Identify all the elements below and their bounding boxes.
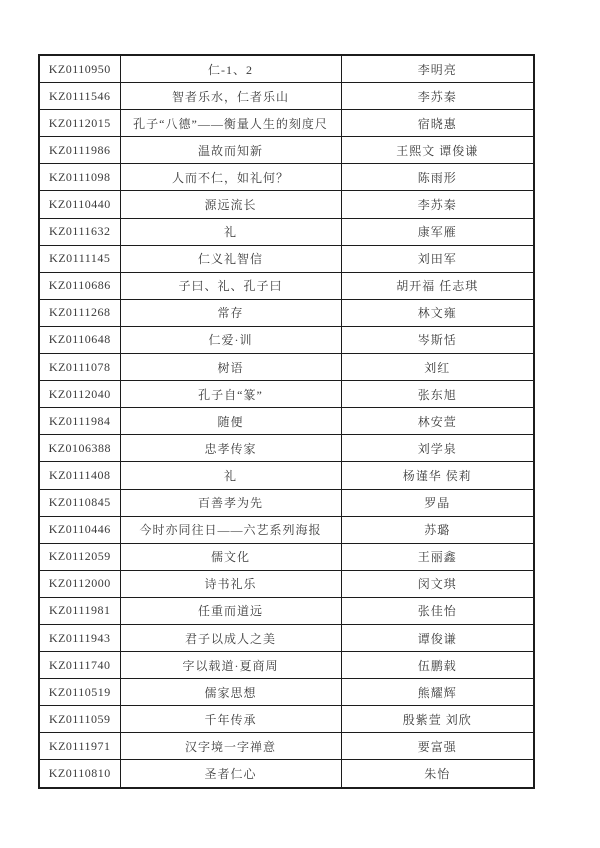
entry-code: KZ0111632 — [39, 218, 120, 245]
entry-code: KZ0110519 — [39, 679, 120, 706]
entry-author: 刘红 — [341, 354, 534, 381]
entry-code: KZ0110950 — [39, 55, 120, 83]
entry-author: 刘学泉 — [341, 435, 534, 462]
entry-author: 闵文琪 — [341, 570, 534, 597]
entry-title: 孔子自“篆” — [120, 381, 341, 408]
entry-author: 陈雨形 — [341, 164, 534, 191]
entry-code: KZ0112015 — [39, 110, 120, 137]
entry-author: 林文雍 — [341, 299, 534, 326]
table-row — [39, 570, 534, 597]
entry-code: KZ0110648 — [39, 326, 120, 353]
table-row — [39, 299, 534, 326]
entry-author: 谭俊谦 — [341, 624, 534, 651]
entry-author: 熊耀辉 — [341, 679, 534, 706]
entry-title: 礼 — [120, 218, 341, 245]
entry-title: 子曰、礼、孔子曰 — [120, 272, 341, 299]
table-row — [39, 110, 534, 137]
entry-title: 忠孝传家 — [120, 435, 341, 462]
entry-author: 林安萱 — [341, 408, 534, 435]
entry-author: 朱怡 — [341, 760, 534, 788]
table-row — [39, 652, 534, 679]
entry-author: 伍鹏载 — [341, 652, 534, 679]
entry-code: KZ0111984 — [39, 408, 120, 435]
entry-code: KZ0111268 — [39, 299, 120, 326]
entry-title: 仁义礼智信 — [120, 245, 341, 272]
table-row — [39, 245, 534, 272]
entry-code: KZ0110810 — [39, 760, 120, 788]
table-row — [39, 679, 534, 706]
entry-author: 张东旭 — [341, 381, 534, 408]
entry-author: 康军雁 — [341, 218, 534, 245]
table-row — [39, 381, 534, 408]
entry-author: 宿晓惠 — [341, 110, 534, 137]
entry-author: 李明亮 — [341, 55, 534, 83]
entry-code: KZ0111098 — [39, 164, 120, 191]
entry-code: KZ0111986 — [39, 137, 120, 164]
entry-author: 李苏秦 — [341, 191, 534, 218]
entry-title: 智者乐水，仁者乐山 — [120, 83, 341, 110]
table-row — [39, 137, 534, 164]
entry-author: 王丽鑫 — [341, 543, 534, 570]
table-row — [39, 543, 534, 570]
entry-code: KZ0111971 — [39, 733, 120, 760]
entry-code: KZ0112040 — [39, 381, 120, 408]
entry-author: 李苏秦 — [341, 83, 534, 110]
entry-code: KZ0112059 — [39, 543, 120, 570]
table-row — [39, 326, 534, 353]
entry-title: 温故而知新 — [120, 137, 341, 164]
entry-title: 汉字境一字禅意 — [120, 733, 341, 760]
entry-author: 苏璐 — [341, 516, 534, 543]
entry-code: KZ0112000 — [39, 570, 120, 597]
entry-title: 圣者仁心 — [120, 760, 341, 788]
entry-author: 张佳怡 — [341, 597, 534, 624]
entry-title: 源远流长 — [120, 191, 341, 218]
entry-author: 罗晶 — [341, 489, 534, 516]
entry-title: 字以载道·夏商周 — [120, 652, 341, 679]
table-row — [39, 760, 534, 788]
entry-code: KZ0110845 — [39, 489, 120, 516]
entry-title: 君子以成人之美 — [120, 624, 341, 651]
entry-author: 王熙文 谭俊谦 — [341, 137, 534, 164]
entry-author: 要富强 — [341, 733, 534, 760]
table-row — [39, 462, 534, 489]
table-row — [39, 624, 534, 651]
entry-title: 礼 — [120, 462, 341, 489]
entry-code: KZ0111408 — [39, 462, 120, 489]
entries-table — [38, 54, 535, 789]
table-row — [39, 408, 534, 435]
entry-code: KZ0111078 — [39, 354, 120, 381]
table-row — [39, 55, 534, 83]
entry-author: 杨谨华 侯莉 — [341, 462, 534, 489]
table-row — [39, 354, 534, 381]
entry-author: 岑斯恬 — [341, 326, 534, 353]
table-row — [39, 272, 534, 299]
table-row — [39, 191, 534, 218]
entry-title: 儒文化 — [120, 543, 341, 570]
entry-author: 殷紫萱 刘欣 — [341, 706, 534, 733]
entry-author: 刘田军 — [341, 245, 534, 272]
table-row — [39, 489, 534, 516]
entry-title: 百善孝为先 — [120, 489, 341, 516]
entries-table-body — [39, 55, 534, 788]
entry-title: 千年传承 — [120, 706, 341, 733]
table-row — [39, 706, 534, 733]
entry-code: KZ0110446 — [39, 516, 120, 543]
entry-code: KZ0110686 — [39, 272, 120, 299]
entry-title: 随便 — [120, 408, 341, 435]
entry-code: KZ0111059 — [39, 706, 120, 733]
entry-author: 胡开福 任志琪 — [341, 272, 534, 299]
entry-title: 仁-1、2 — [120, 55, 341, 83]
entry-title: 常存 — [120, 299, 341, 326]
entry-title: 任重而道远 — [120, 597, 341, 624]
entry-title: 树语 — [120, 354, 341, 381]
entry-code: KZ0110440 — [39, 191, 120, 218]
entry-code: KZ0111546 — [39, 83, 120, 110]
entry-code: KZ0111943 — [39, 624, 120, 651]
entry-code: KZ0106388 — [39, 435, 120, 462]
table-row — [39, 516, 534, 543]
entry-title: 今时亦同往日——六艺系列海报 — [120, 516, 341, 543]
entry-code: KZ0111740 — [39, 652, 120, 679]
entry-title: 人而不仁，如礼何？ — [120, 164, 341, 191]
entry-title: 仁爱·训 — [120, 326, 341, 353]
table-row — [39, 218, 534, 245]
table-row — [39, 435, 534, 462]
table-row — [39, 597, 534, 624]
entry-code: KZ0111981 — [39, 597, 120, 624]
entry-code: KZ0111145 — [39, 245, 120, 272]
table-row — [39, 733, 534, 760]
table-row — [39, 83, 534, 110]
entry-title: 儒家思想 — [120, 679, 341, 706]
entry-title: 诗书礼乐 — [120, 570, 341, 597]
entry-title: 孔子“八德”——衡量人生的刻度尺 — [120, 110, 341, 137]
table-row — [39, 164, 534, 191]
